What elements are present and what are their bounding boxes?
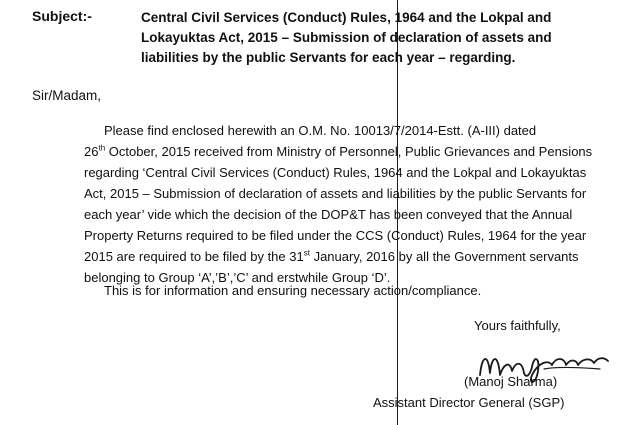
- body-line: Act, 2015 – Submission of declaration of assets and liabilities by the public Servants for: [84, 186, 587, 201]
- closing-paragraph: This is for information and ensuring necessary action/compliance.: [104, 283, 482, 298]
- body-line: [84, 246, 584, 267]
- body-line: Property Returns required to be filed under the CCS (Conduct) Rules, 1964 for the year: [84, 228, 587, 243]
- subject-text: [141, 8, 571, 68]
- body-text: January, 2016 by all the Government servants: [309, 249, 579, 264]
- body-paragraph: [84, 120, 593, 288]
- body-line: each year’ vide which the decision of the DOP&T has been conveyed that the Annual: [84, 207, 573, 222]
- body-line: [84, 141, 593, 162]
- ordinal-suffix: th: [98, 143, 106, 153]
- body-line: Please find enclosed herewith an O.M. No. 10013/7/2014-Estt. (A-III) dated: [104, 123, 537, 138]
- body-line: belonging to Group ‘A’,’B’,’C’ and erstwhile Group ‘D’.: [84, 270, 391, 285]
- date-day: 26: [84, 144, 99, 159]
- salutation: Sir/Madam,: [32, 88, 102, 103]
- signatory-name: (Manoj Sharma): [464, 374, 558, 389]
- subject-line: Central Civil Services (Conduct) Rules, 1964 and the Lokpal and: [141, 10, 552, 25]
- subject-label: Subject:-: [32, 8, 92, 24]
- body-text: October, 2015 received from Ministry of Personnel, Public Grievances and Pensions: [105, 144, 593, 159]
- subject-line: Lokayuktas Act, 2015 – Submission of declaration of assets and: [141, 30, 552, 45]
- signoff: Yours faithfully,: [474, 318, 561, 333]
- subject-line: liabilities by the public Servants for each year – regarding.: [141, 50, 516, 65]
- body-text: 2015 are required to be filed by the 31: [84, 249, 304, 264]
- body-line: regarding ‘Central Civil Services (Conduct) Rules, 1964 and the Lokpal and Lokayuktas: [84, 165, 587, 180]
- ordinal-suffix: st: [303, 248, 310, 258]
- signatory-designation: Assistant Director General (SGP): [373, 395, 565, 410]
